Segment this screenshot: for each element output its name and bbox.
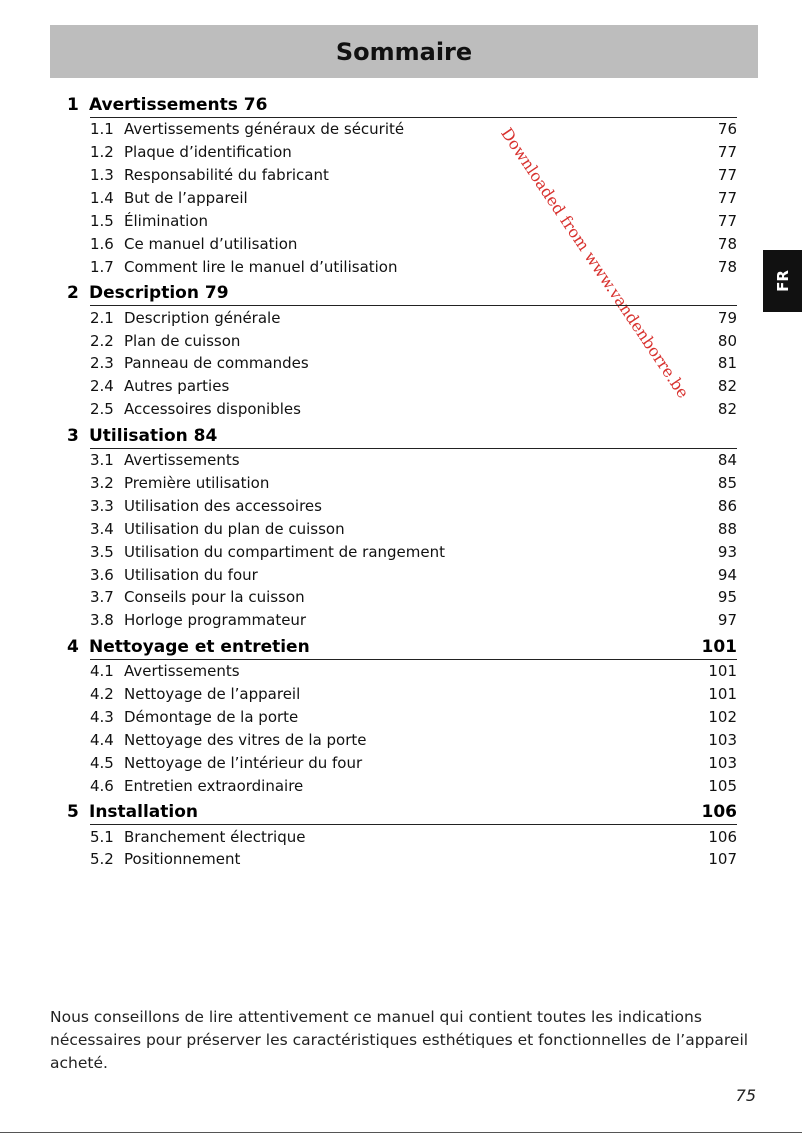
toc-entry-title: But de l’appareil bbox=[124, 189, 248, 208]
toc-entry-label bbox=[90, 588, 305, 606]
toc-entry[interactable] bbox=[90, 751, 737, 774]
toc-entry-number: 4.3 bbox=[90, 708, 114, 727]
toc-entry-label bbox=[90, 189, 248, 207]
toc-entry-page: 77 bbox=[717, 189, 737, 208]
toc-entry-page: 78 bbox=[717, 257, 737, 276]
toc-entry-label bbox=[90, 566, 258, 584]
toc-entry-page: 94 bbox=[717, 565, 737, 584]
toc-entry[interactable] bbox=[90, 164, 737, 187]
toc-section-heading[interactable] bbox=[67, 632, 737, 659]
toc-entry-label bbox=[90, 143, 292, 161]
toc-entry-label bbox=[90, 166, 329, 184]
toc-section-number: 3 bbox=[67, 425, 79, 446]
toc-entry-label bbox=[90, 520, 345, 538]
toc-entry-label bbox=[90, 850, 240, 868]
toc-entry-page: 88 bbox=[717, 519, 737, 538]
toc-entry[interactable] bbox=[90, 706, 737, 729]
toc-entry-title: Conseils pour la cuisson bbox=[124, 588, 305, 607]
toc-entry-number: 3.1 bbox=[90, 451, 114, 470]
toc-entry-title: Horloge programmateur bbox=[124, 611, 307, 630]
toc-entry-page: 103 bbox=[708, 730, 737, 749]
toc-entry[interactable] bbox=[90, 609, 737, 632]
toc-entry-page: 77 bbox=[717, 143, 737, 162]
toc-entry-title: Élimination bbox=[124, 212, 209, 230]
toc-entry[interactable] bbox=[90, 398, 737, 421]
toc-entry[interactable] bbox=[90, 683, 737, 706]
toc-section-label bbox=[67, 802, 198, 822]
toc-entry-title: Description générale bbox=[124, 308, 281, 327]
toc-entry-page: 105 bbox=[708, 776, 737, 795]
toc-entry[interactable] bbox=[90, 352, 737, 375]
toc-entry-page: 84 bbox=[717, 451, 737, 470]
toc-section-items bbox=[90, 824, 737, 871]
toc-section-heading[interactable] bbox=[67, 90, 737, 117]
toc-entry-number: 3.4 bbox=[90, 519, 114, 538]
toc-entry-title: Démontage de la porte bbox=[124, 708, 299, 727]
toc-entry-title: Plaque d’identification bbox=[124, 143, 292, 162]
toc-entry-label bbox=[90, 309, 280, 327]
toc-entry[interactable] bbox=[90, 540, 737, 563]
toc-section-items bbox=[90, 117, 737, 278]
toc-entry[interactable] bbox=[90, 728, 737, 751]
toc-entry-label bbox=[90, 235, 297, 253]
toc-entry-number: 1.7 bbox=[90, 257, 114, 276]
toc-entry-page: 79 bbox=[717, 308, 737, 327]
toc-entry-title: Branchement électrique bbox=[124, 827, 306, 846]
toc-entry-number: 2.3 bbox=[90, 354, 114, 373]
toc-entry-label bbox=[90, 377, 229, 395]
intro-paragraph: Nous conseillons de lire attentivement ce manuel qui contient toutes les indications nécessaires pour préserver les caractéristiques esthétiques et fonctionnelles de l’appareil acheté. bbox=[50, 1008, 749, 1072]
toc-entry-number: 3.6 bbox=[90, 565, 114, 584]
toc-section-label bbox=[67, 283, 229, 303]
toc-entry-number: 4.5 bbox=[90, 753, 114, 772]
toc-entry-label bbox=[90, 332, 240, 350]
toc-section-number: 4 bbox=[67, 636, 79, 657]
toc-entry-title: Avertissements bbox=[124, 451, 240, 470]
toc-entry-page: 81 bbox=[717, 354, 737, 373]
toc-entry-title: Plan de cuisson bbox=[124, 331, 241, 350]
toc-entry-title: Entretien extraordinaire bbox=[124, 776, 304, 795]
toc-section-title: Description 79 bbox=[89, 283, 229, 304]
toc-entry-title: Utilisation des accessoires bbox=[124, 496, 322, 515]
toc-entry[interactable] bbox=[90, 848, 737, 871]
toc-entry-page: 77 bbox=[717, 166, 737, 185]
toc-entry-title: Utilisation du compartiment de rangement bbox=[124, 542, 445, 561]
toc-entry-title: Nettoyage des vitres de la porte bbox=[124, 730, 367, 749]
toc-entry-label bbox=[90, 258, 398, 276]
toc-entry[interactable] bbox=[90, 825, 737, 848]
download-watermark: Downloaded from www.vandenborre.be bbox=[497, 124, 693, 402]
toc-entry-number: 2.5 bbox=[90, 400, 114, 419]
toc-entry-title: Nettoyage de l’appareil bbox=[124, 685, 301, 704]
toc-entry-title: Comment lire le manuel d’utilisation bbox=[124, 257, 398, 276]
toc-entry-page: 78 bbox=[717, 234, 737, 253]
toc-entry-number: 3.3 bbox=[90, 496, 114, 515]
toc-entry-label bbox=[90, 120, 404, 138]
toc-entry-page: 77 bbox=[717, 212, 737, 230]
toc-entry-number: 1.6 bbox=[90, 234, 114, 253]
toc-section-number: 1 bbox=[67, 95, 79, 115]
toc-entry[interactable] bbox=[90, 449, 737, 472]
toc-entry-title: Avertissements généraux de sécurité bbox=[124, 120, 405, 139]
toc-entry-page: 80 bbox=[717, 331, 737, 350]
toc-entry-label bbox=[90, 828, 305, 846]
toc-entry[interactable] bbox=[90, 306, 737, 329]
toc-section-heading[interactable] bbox=[67, 797, 737, 824]
toc-entry[interactable] bbox=[90, 118, 737, 141]
toc-section-items bbox=[90, 659, 737, 797]
toc-entry-number: 1.2 bbox=[90, 143, 114, 162]
toc-entry-label bbox=[90, 354, 309, 372]
toc-entry-number: 3.7 bbox=[90, 588, 114, 607]
toc-entry[interactable] bbox=[90, 255, 737, 278]
toc-entry-number: 1.4 bbox=[90, 189, 114, 208]
toc-entry-label bbox=[90, 400, 301, 418]
toc-entry-label bbox=[90, 212, 208, 230]
toc-section-label bbox=[67, 637, 310, 657]
toc-entry[interactable] bbox=[90, 563, 737, 586]
toc-entry[interactable] bbox=[90, 586, 737, 609]
toc-entry-page: 103 bbox=[708, 753, 737, 772]
toc-entry-number: 4.6 bbox=[90, 776, 114, 795]
toc-entry-number: 2.2 bbox=[90, 331, 114, 350]
page-number: 75 bbox=[735, 1086, 756, 1105]
toc-section-title: Nettoyage et entretien bbox=[89, 636, 310, 657]
toc-entry-number: 1.1 bbox=[90, 120, 114, 139]
toc-section-page: 106 bbox=[701, 802, 737, 823]
toc-entry[interactable] bbox=[90, 472, 737, 495]
footer-divider bbox=[0, 1132, 802, 1133]
toc-entry-number: 3.2 bbox=[90, 474, 114, 493]
toc-entry-title: Accessoires disponibles bbox=[124, 400, 301, 419]
toc-entry[interactable] bbox=[90, 660, 737, 683]
page-title: Sommaire bbox=[335, 37, 473, 66]
toc-entry[interactable] bbox=[90, 141, 737, 164]
toc-entry-title: Utilisation du plan de cuisson bbox=[124, 519, 345, 538]
toc-section-heading[interactable] bbox=[67, 421, 737, 448]
toc-entry-page: 82 bbox=[717, 400, 737, 419]
toc-entry-number: 5.2 bbox=[90, 850, 114, 869]
toc-entry-label bbox=[90, 708, 298, 726]
toc-entry-page: 106 bbox=[708, 827, 737, 846]
toc-entry-label bbox=[90, 685, 300, 703]
toc-entry[interactable] bbox=[90, 517, 737, 540]
toc-entry-title: Panneau de commandes bbox=[124, 354, 309, 373]
toc-entry-number: 4.1 bbox=[90, 662, 114, 681]
toc-entry-page: 82 bbox=[717, 377, 737, 396]
toc-section-number: 2 bbox=[67, 283, 79, 304]
toc-entry-page: 76 bbox=[717, 120, 737, 139]
toc-section-title: Utilisation 84 bbox=[89, 425, 218, 446]
toc-section-items bbox=[90, 448, 737, 632]
toc-entry-title: Nettoyage de l’intérieur du four bbox=[124, 753, 363, 772]
toc-entry-number: 3.8 bbox=[90, 611, 114, 630]
toc-entry-label bbox=[90, 611, 306, 629]
toc-entry-number: 1.3 bbox=[90, 166, 114, 185]
toc-entry-title: Ce manuel d’utilisation bbox=[124, 234, 298, 253]
toc-entry-number: 3.5 bbox=[90, 542, 114, 561]
toc-entry-number: 1.5 bbox=[90, 212, 114, 230]
toc-entry-label bbox=[90, 474, 269, 492]
toc-entry-page: 107 bbox=[708, 850, 737, 869]
toc-entry-number: 5.1 bbox=[90, 827, 114, 846]
toc-entry-number: 4.4 bbox=[90, 730, 114, 749]
toc-section-label bbox=[67, 426, 217, 446]
toc-entry-label bbox=[90, 731, 367, 749]
toc-entry-label bbox=[90, 754, 362, 772]
toc-entry-title: Responsabilité du fabricant bbox=[124, 166, 329, 185]
toc-entry-page: 85 bbox=[717, 474, 737, 493]
toc-entry-page: 101 bbox=[708, 685, 737, 704]
toc-section-title: Installation bbox=[89, 802, 199, 823]
toc-entry[interactable] bbox=[90, 232, 737, 255]
toc-entry[interactable] bbox=[90, 329, 737, 352]
toc-entry-label bbox=[90, 662, 240, 680]
toc-section-heading[interactable] bbox=[67, 278, 737, 305]
toc-entry[interactable] bbox=[90, 774, 737, 797]
toc-entry-label bbox=[90, 451, 240, 469]
toc-section-label bbox=[67, 95, 267, 115]
table-of-contents bbox=[67, 90, 737, 871]
toc-entry[interactable] bbox=[90, 494, 737, 517]
toc-entry-number: 4.2 bbox=[90, 685, 114, 704]
toc-entry-title: Avertissements bbox=[124, 662, 240, 681]
toc-entry-number: 2.1 bbox=[90, 308, 114, 327]
toc-entry-label bbox=[90, 543, 445, 561]
toc-entry-page: 93 bbox=[717, 542, 737, 561]
toc-entry-label bbox=[90, 497, 322, 515]
page-title-bar bbox=[50, 25, 758, 78]
toc-entry-title: Première utilisation bbox=[124, 474, 270, 493]
toc-entry-page: 97 bbox=[717, 611, 737, 630]
toc-section-page: 101 bbox=[701, 636, 737, 657]
toc-entry[interactable] bbox=[90, 187, 737, 210]
toc-entry-label bbox=[90, 777, 303, 795]
toc-entry-title: Autres parties bbox=[124, 377, 230, 396]
toc-entry[interactable] bbox=[90, 375, 737, 398]
toc-entry[interactable] bbox=[90, 210, 737, 233]
toc-entry-number: 2.4 bbox=[90, 377, 114, 396]
toc-entry-page: 101 bbox=[708, 662, 737, 681]
toc-entry-page: 86 bbox=[717, 496, 737, 515]
toc-entry-title: Positionnement bbox=[124, 850, 241, 869]
toc-section-number: 5 bbox=[67, 802, 79, 823]
language-tab-label: FR bbox=[773, 270, 792, 292]
toc-section-items bbox=[90, 305, 737, 420]
toc-entry-title: Utilisation du four bbox=[124, 565, 258, 584]
toc-entry-page: 95 bbox=[717, 588, 737, 607]
toc-section-title: Avertissements 76 bbox=[89, 95, 268, 115]
language-tab bbox=[763, 250, 802, 312]
toc-entry-page: 102 bbox=[708, 708, 737, 727]
